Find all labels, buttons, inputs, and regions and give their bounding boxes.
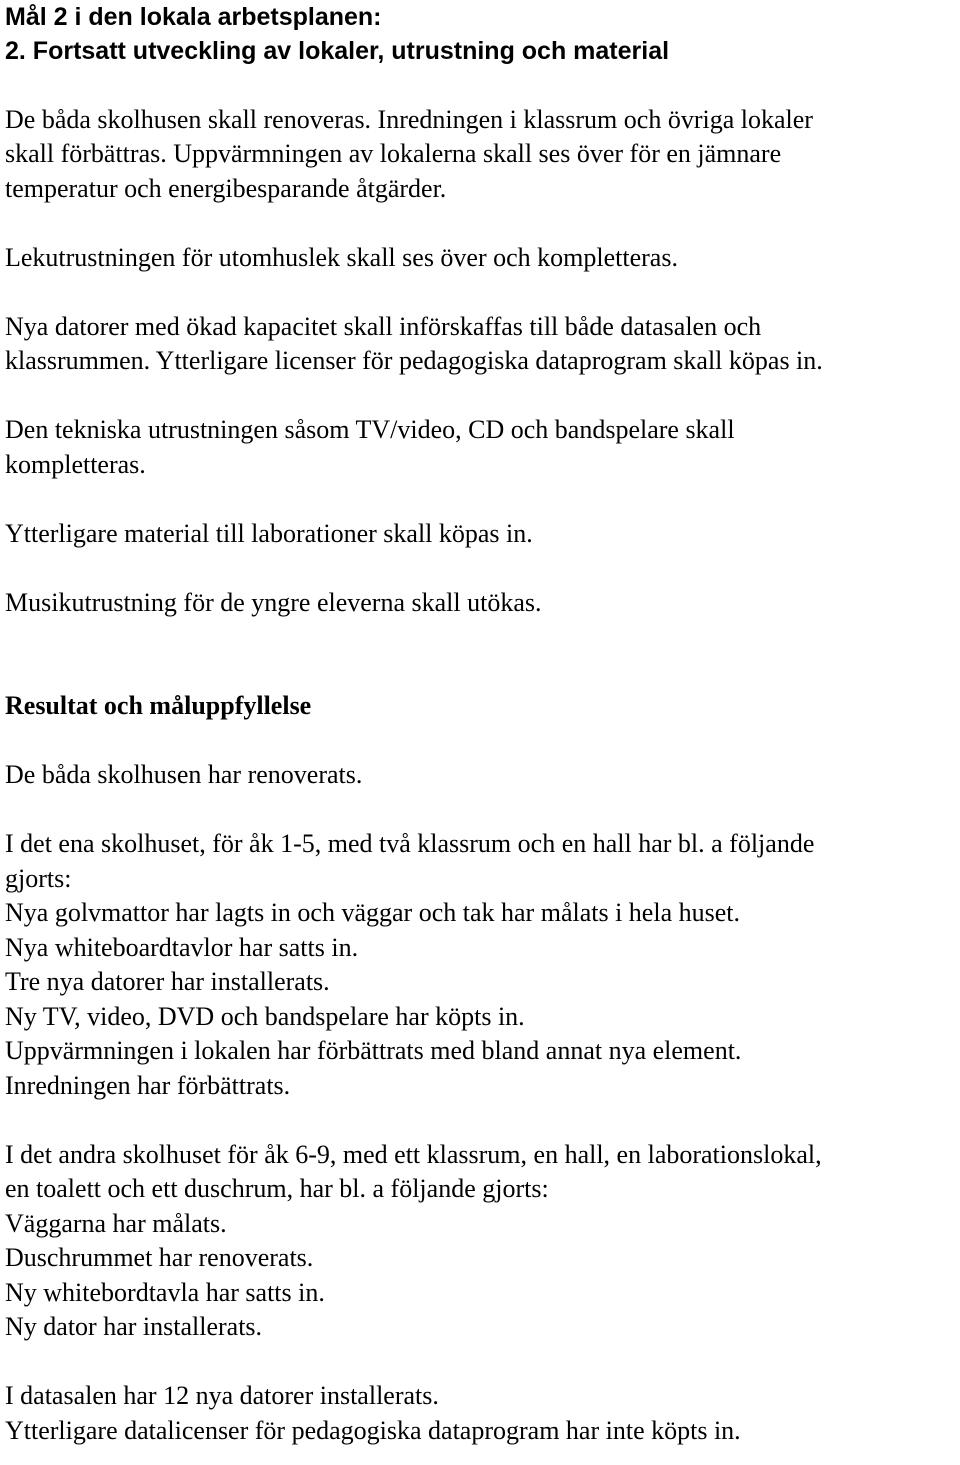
text-line: Tre nya datorer har installerats. (5, 967, 330, 996)
text-line: Uppvärmningen i lokalen har förbättrats med bland annat nya element. (5, 1036, 742, 1065)
text-line: Ytterligare datalicenser för pedagogiska dataprogram har inte köpts in. (5, 1415, 741, 1445)
text-line: klassrummen. Ytterligare licenser för pedagogiska dataprogram skall köpas in. (5, 346, 823, 375)
text-line: I datasalen har 12 nya datorer installerats. (5, 1381, 439, 1410)
plan-paragraph-playground (5, 241, 955, 276)
results-section-title: Resultat och måluppfyllelse (5, 691, 312, 720)
text-line: Ny dator har installerats. (5, 1312, 263, 1341)
document-page (5, 0, 955, 1448)
text-line: Nya datorer med ökad kapacitet skall införskaffas till både datasalen och (5, 311, 762, 341)
text-line: Lekutrustningen för utomhuslek skall ses över och kompletteras. (5, 242, 678, 272)
text-line: Duschrummet har renoverats. (5, 1243, 314, 1272)
goal-subheading: 2. Fortsatt utveckling av lokaler, utrustning och material (5, 37, 670, 65)
plan-paragraph-equipment (5, 413, 955, 482)
text-line: Nya whiteboardtavlor har satts in. (5, 932, 359, 962)
results-paragraph-computer-lab (5, 1379, 955, 1448)
goal-heading: Mål 2 i den lokala arbetsplanen: (5, 3, 382, 31)
results-paragraph-summary (5, 758, 955, 793)
plan-paragraph-music (5, 586, 955, 621)
text-line: Musikutrustning för de yngre eleverna skall utökas. (5, 587, 542, 617)
text-line: en toalett och ett duschrum, har bl. a följande gjorts: (5, 1174, 549, 1203)
text-line: temperatur och energibesparande åtgärder. (5, 173, 447, 203)
results-paragraph-building-1 (5, 827, 955, 1103)
text-line: Ytterligare material till laborationer skall köpas in. (5, 518, 533, 548)
plan-paragraph-lab-material (5, 517, 955, 552)
text-line: gjorts: (5, 863, 72, 893)
text-line: Den tekniska utrustningen såsom TV/video, CD och bandspelare skall (5, 415, 735, 444)
text-line: skall förbättras. Uppvärmningen av lokalerna skall ses över för en jämnare (5, 139, 782, 168)
text-line: Inredningen har förbättrats. (5, 1070, 291, 1100)
text-line: kompletteras. (5, 449, 146, 479)
text-line: I det andra skolhuset för åk 6-9, med ett klassrum, en hall, en laborationslokal, (5, 1139, 822, 1169)
text-line: Ny TV, video, DVD och bandspelare har köpts in. (5, 1001, 525, 1031)
text-line: I det ena skolhuset, för åk 1-5, med två klassrum och en hall har bl. a följande (5, 829, 815, 858)
text-line: Ny whitebordtavla har satts in. (5, 1277, 325, 1307)
text-line: Nya golvmattor har lagts in och väggar och tak har målats i hela huset. (5, 898, 740, 927)
text-line: Väggarna har målats. (5, 1208, 227, 1238)
plan-paragraph-renovation (5, 103, 955, 207)
plan-paragraph-computers (5, 310, 955, 379)
text-line: De båda skolhusen har renoverats. (5, 760, 363, 789)
results-paragraph-building-2 (5, 1138, 955, 1345)
document-header (5, 0, 955, 68)
text-line: De båda skolhusen skall renoveras. Inredningen i klassrum och övriga lokaler (5, 104, 813, 134)
